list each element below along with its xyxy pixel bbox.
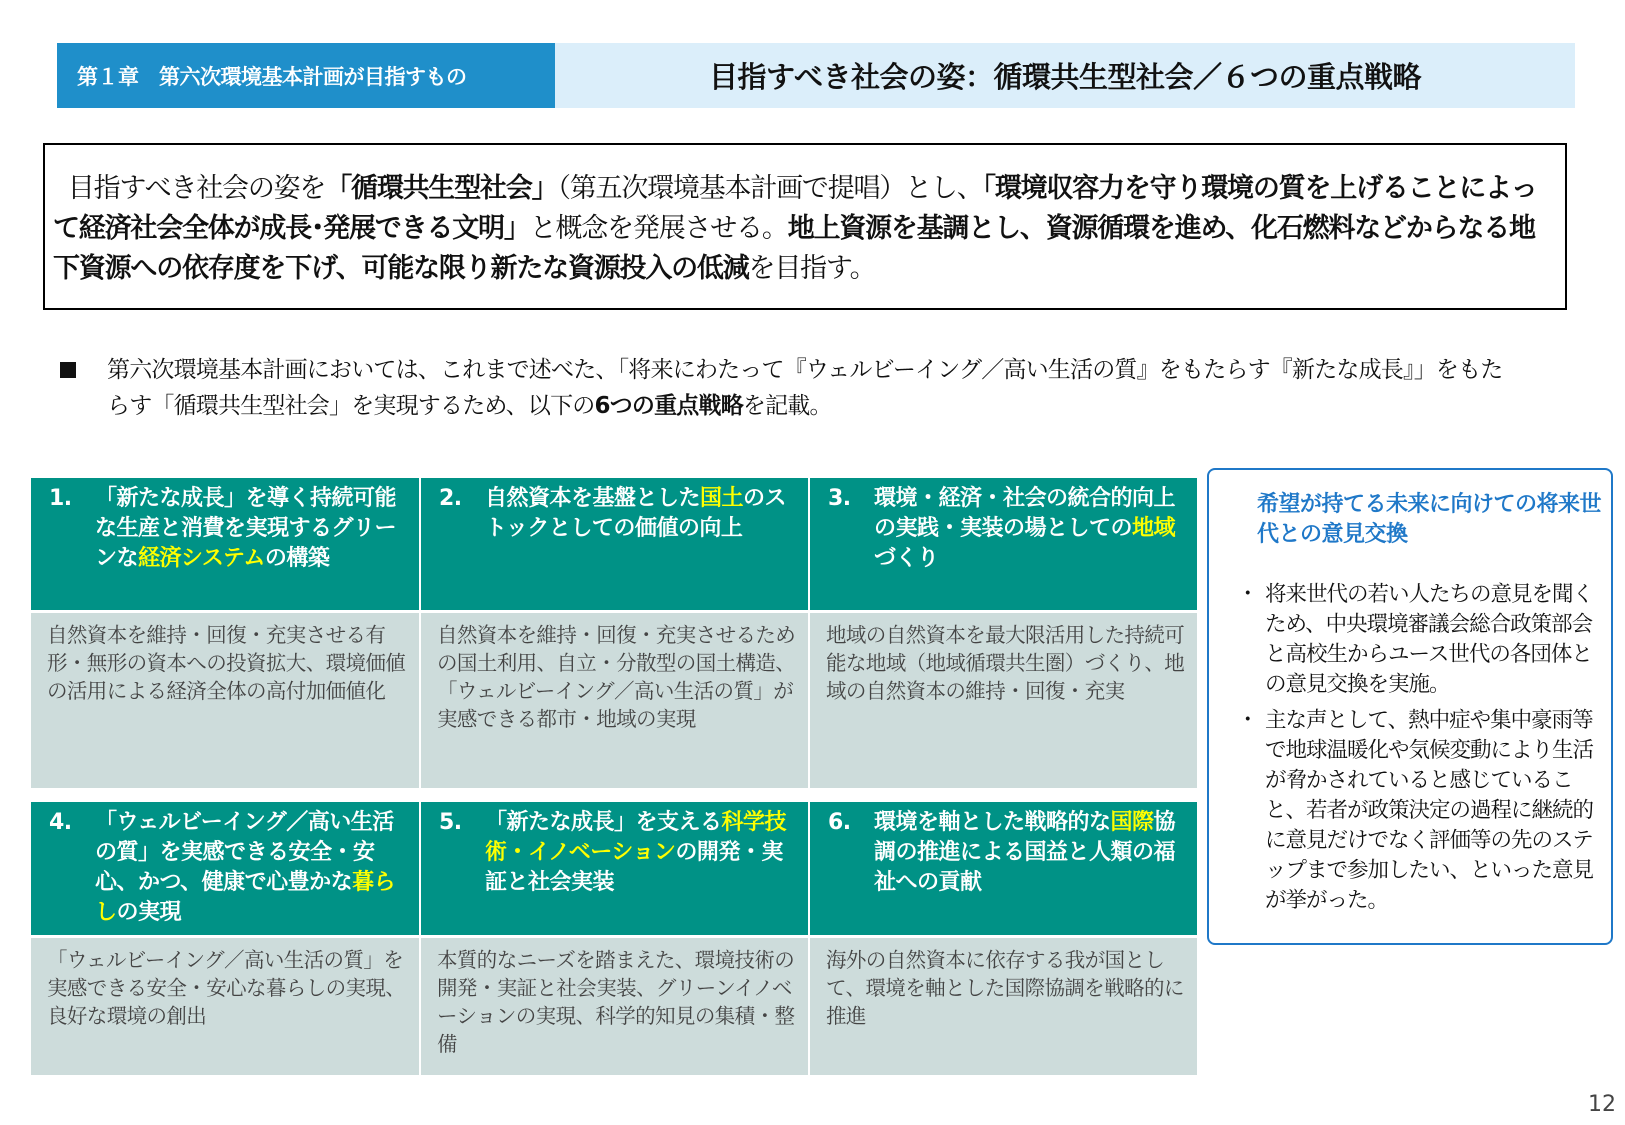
side-title: 希望が持てる未来に向けての将来世代との意見交換 (1257, 492, 1602, 547)
bullet-dot-icon: ・ (1237, 708, 1258, 733)
strategy-header-2 (421, 478, 808, 610)
intro-bold: 6つの重点戦略 (594, 393, 743, 419)
strategy-number: 1. (49, 486, 72, 511)
strategy-body-5: 本質的なニーズを踏まえた、環境技術の開発・実証と社会実装、グリーンイノベーションの実現、科学的知見の集積・整備 (421, 938, 808, 1075)
side-item-text: 主な声として、熱中症や集中豪雨等で地球温暖化や気候変動により生活が脅かされていると感じていること、若者が政策決定の過程に継続的に意見だけでなく評価等の先のステップまで参加したい、といった意見が挙がった。 (1265, 708, 1594, 913)
chapter-label: 第１章 第六次環境基本計画が目指すもの (57, 43, 555, 108)
strategy-highlight: 暮らし (95, 870, 396, 925)
side-item (1237, 580, 1601, 700)
summary-box (43, 143, 1567, 310)
strategy-number: 6. (828, 810, 851, 835)
summary-text: 目指すべき社会の姿を (67, 173, 326, 204)
strategy-body-4: 「ウェルビーイング／高い生活の質」を実感できる安全・安心な暮らしの実現、良好な環境の創出 (31, 938, 419, 1075)
strategy-number: 4. (49, 810, 72, 835)
strategy-header-6 (810, 802, 1197, 935)
strategy-body-3: 地域の自然資本を最大限活用した持続可能な地域（地域循環共生圏）づくり、地域の自然資本の維持・回復・充実 (810, 613, 1197, 788)
strategy-body-6: 海外の自然資本に依存する我が国として、環境を軸とした国際協調を戦略的に推進 (810, 938, 1197, 1075)
strategy-highlight: 経済システム (138, 546, 265, 571)
summary-bold: 「環境収容力を守り環境の質を上げることによって経済社会全体が成長･発展できる文明」 (53, 173, 1537, 244)
page-title: 目指すべき社会の姿：循環共生型社会／６つの重点戦略 (555, 43, 1575, 108)
strategy-highlight: 地域 (1132, 516, 1176, 541)
strategy-title: 協調の推進による国益と人類の福祉への貢献 (874, 810, 1176, 895)
strategy-title: 「新たな成長」を導く持続可能な生産と消費を実現するグリーンな (95, 486, 397, 571)
summary-bold: 地上資源を基調とし、資源循環を進め、化石燃料などからなる地下資源への依存度を下げ、可能な限り新たな資源投入の低減 (53, 213, 1535, 284)
strategy-header-1 (31, 478, 419, 610)
side-item (1237, 706, 1601, 916)
strategy-title: 自然資本を基盤とした (485, 486, 701, 511)
strategy-title: の開発・実証と社会実装 (485, 840, 783, 895)
strategy-title: 「新たな成長」を支える (485, 810, 722, 835)
bullet-dot-icon: ・ (1237, 582, 1258, 607)
side-item-text: 将来世代の若い人たちの意見を聞くため、中央環境審議会総合政策部会と高校生からユース世代の各団体との意見交換を実施。 (1265, 582, 1594, 697)
intro-text: 第六次環境基本計画においては、これまで述べた、「将来にわたって『ウェルビーイング／高い生活の質』をもたらす『新たな成長』」をもたらす「循環共生型社会」を実現するため、以下の (107, 357, 1503, 419)
strategy-body-1: 自然資本を維持・回復・充実させる有形・無形の資本への投資拡大、環境価値の活用による経済全体の高付加価値化 (31, 613, 419, 788)
strategy-title: の実現 (116, 900, 182, 925)
intro-text: を記載。 (742, 393, 832, 419)
strategy-highlight: 国土 (700, 486, 744, 511)
summary-text: を目指す。 (748, 253, 876, 284)
summary-text: （第五次環境基本計画で提唱）とし、 (557, 173, 983, 204)
strategy-title: 環境を軸とした戦略的な (874, 810, 1111, 835)
strategy-body-2: 自然資本を維持・回復・充実させるための国土利用、自立・分散型の国土構造、「ウェルビーイング／高い生活の質」が実感できる都市・地域の実現 (421, 613, 808, 788)
strategy-title: の構築 (264, 546, 330, 571)
square-bullet-icon (60, 362, 76, 378)
strategy-title: のストックとしての価値の向上 (485, 486, 787, 541)
page-number: 12 (1588, 1092, 1616, 1117)
strategy-number: 5. (439, 810, 462, 835)
youth-dialogue-box (1207, 468, 1613, 945)
summary-bold: 「循環共生型社会」 (325, 173, 558, 204)
strategy-header-3 (810, 478, 1197, 610)
strategy-number: 2. (439, 486, 462, 511)
strategy-title: づくり (874, 546, 939, 571)
strategy-title: 「ウェルビーイング／高い生活の質」を実感できる安全・安心、かつ、健康で心豊かな (95, 810, 394, 895)
strategy-number: 3. (828, 486, 851, 511)
intro-bullet (60, 352, 1510, 424)
strategy-header-5 (421, 802, 808, 935)
strategy-header-4 (31, 802, 419, 935)
strategy-highlight: 科学技術・イノベーション (485, 810, 787, 865)
summary-text: と概念を発展させる。 (529, 213, 788, 244)
strategy-title: 環境・経済・社会の統合的向上の実践・実装の場としての (874, 486, 1176, 541)
strategy-highlight: 国際 (1110, 810, 1154, 835)
